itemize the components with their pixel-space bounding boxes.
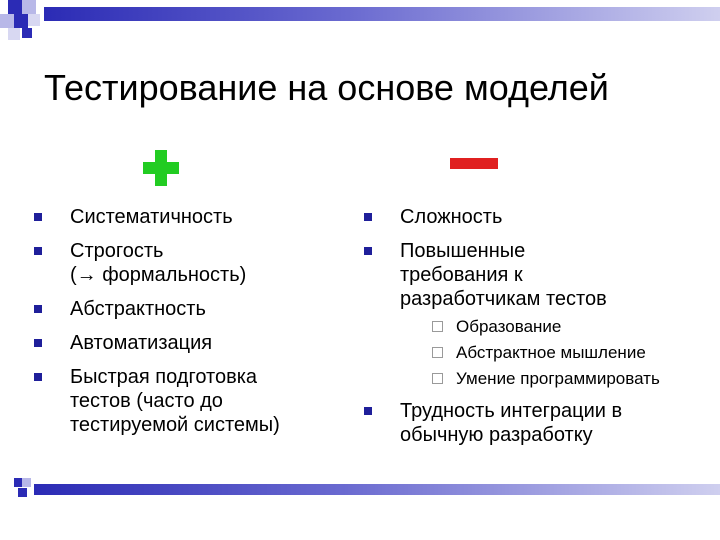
minus-sign-icon — [450, 158, 498, 169]
cons-list — [364, 205, 714, 457]
bullet-square-icon — [364, 213, 372, 221]
sub-list-item — [432, 343, 714, 363]
pro-item — [34, 239, 344, 287]
pro-item — [34, 297, 344, 321]
top-decorative-bar — [44, 7, 720, 21]
checkbox-bullet-icon — [432, 373, 443, 384]
list-item-text: Быстрая подготовка тестов (часто до тестируемой системы) — [70, 366, 280, 436]
sub-list — [400, 317, 714, 389]
con-item — [364, 399, 714, 447]
checkbox-bullet-icon — [432, 347, 443, 358]
list-item-text: Систематичность — [70, 206, 233, 228]
pro-item — [34, 205, 344, 229]
con-item — [364, 205, 714, 229]
bullet-square-icon — [34, 213, 42, 221]
sub-list-item-text: Умение программировать — [456, 369, 660, 388]
sub-list-item-text: Образование — [456, 317, 562, 336]
list-item-text: Повышенные требования к разработчикам тестов — [400, 240, 607, 310]
list-item-text: Автоматизация — [70, 332, 213, 354]
bullet-square-icon — [34, 373, 42, 381]
list-item-text: Строгость (→ формальность) — [70, 240, 247, 286]
bullet-square-icon — [34, 305, 42, 313]
bullet-square-icon — [364, 407, 372, 415]
pro-item — [34, 365, 344, 437]
bottom-decorative-bar — [34, 484, 720, 495]
bullet-square-icon — [34, 339, 42, 347]
list-item-text: Сложность — [400, 206, 503, 228]
pro-item — [34, 331, 344, 355]
list-item-text: Трудность интеграции в обычную разработку — [400, 400, 623, 446]
pros-list — [34, 205, 344, 447]
sub-list-item — [432, 317, 714, 337]
sub-list-item-text: Абстрактное мышление — [456, 343, 646, 362]
slide-title: Тестирование на основе моделей — [44, 67, 609, 108]
sub-list-item — [432, 369, 714, 389]
bullet-square-icon — [34, 247, 42, 255]
con-item — [364, 239, 714, 389]
list-item-text: Абстрактность — [70, 298, 206, 320]
bullet-square-icon — [364, 247, 372, 255]
checkbox-bullet-icon — [432, 321, 443, 332]
